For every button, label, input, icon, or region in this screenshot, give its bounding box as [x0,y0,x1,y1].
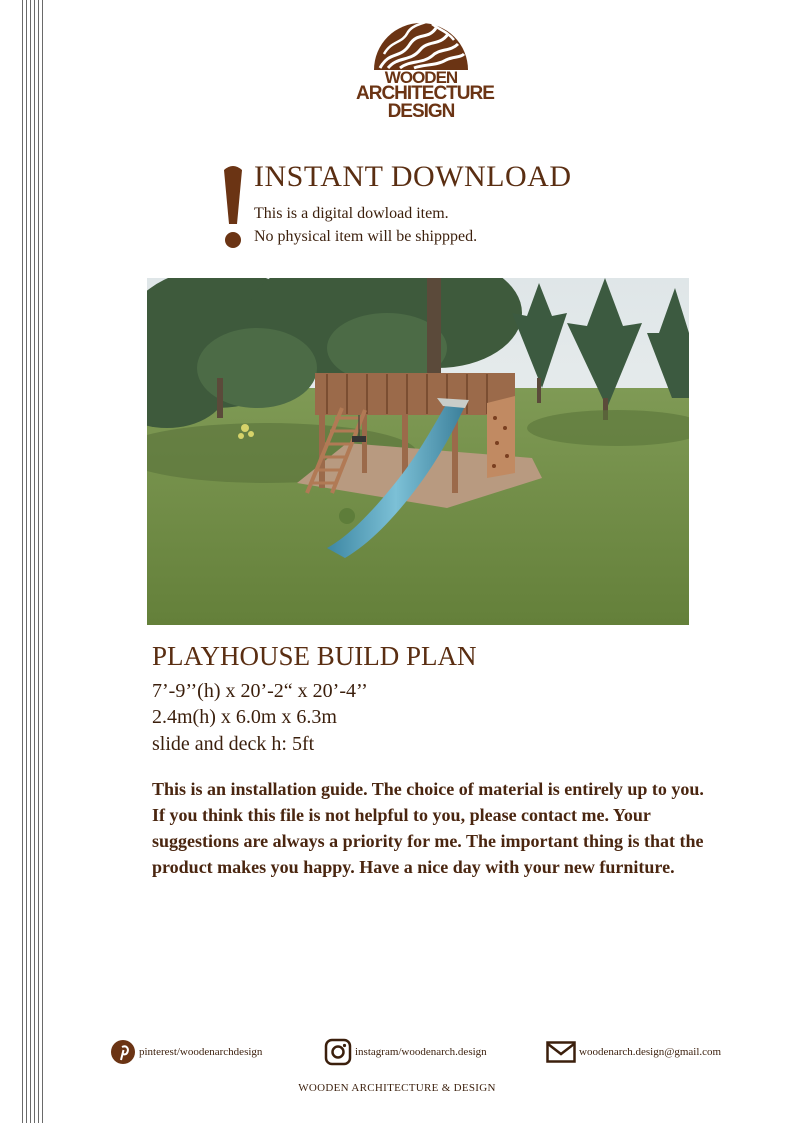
contact-instagram[interactable] [324,1038,487,1066]
instant-download-title: INSTANT DOWNLOAD [254,160,572,193]
instagram-handle[interactable]: instagram/woodenarch.design [355,1046,487,1058]
page-edge-lines [22,0,48,1123]
playhouse-render-image [147,278,689,625]
notice-line-no-physical: No physical item will be shippped. [254,228,478,245]
spec-imperial: 7’-9’’(h) x 20’-2“ x 20’-4’’ [152,680,368,702]
spec-metric: 2.4m(h) x 6.0m x 6.3m [152,706,337,728]
logo-line-architecture: ARCHITECTURE [356,83,494,104]
brand-logo [356,10,494,122]
logo-line-wooden: WOODEN [384,68,458,87]
contact-email[interactable] [546,1038,721,1066]
footer-text: WOODEN ARCHITECTURE & DESIGN [298,1082,496,1094]
notice-line-digital: This is a digital dowload item. [254,205,449,222]
contact-pinterest[interactable] [110,1038,262,1066]
exclamation-icon [222,164,244,250]
spec-height: slide and deck h: 5ft [152,733,315,755]
email-address[interactable]: woodenarch.design@gmail.com [579,1046,722,1058]
pinterest-handle[interactable]: pinterest/woodenarchdesign [139,1046,263,1058]
wood-grain-logo-icon [370,10,472,72]
pinterest-icon [110,1039,136,1065]
logo-line-design: DESIGN [387,101,455,122]
installation-description: This is an installation guide. The choice of material is entirely up to you. If you think this file is not helpful to you, please contact me. Your suggestions are always a priority for me. The important thing is that the product makes you happy. Have a nice day with your new furniture. [152,779,704,877]
instagram-icon [324,1038,352,1066]
plan-title: PLAYHOUSE BUILD PLAN [152,641,477,671]
mail-icon [546,1041,576,1063]
